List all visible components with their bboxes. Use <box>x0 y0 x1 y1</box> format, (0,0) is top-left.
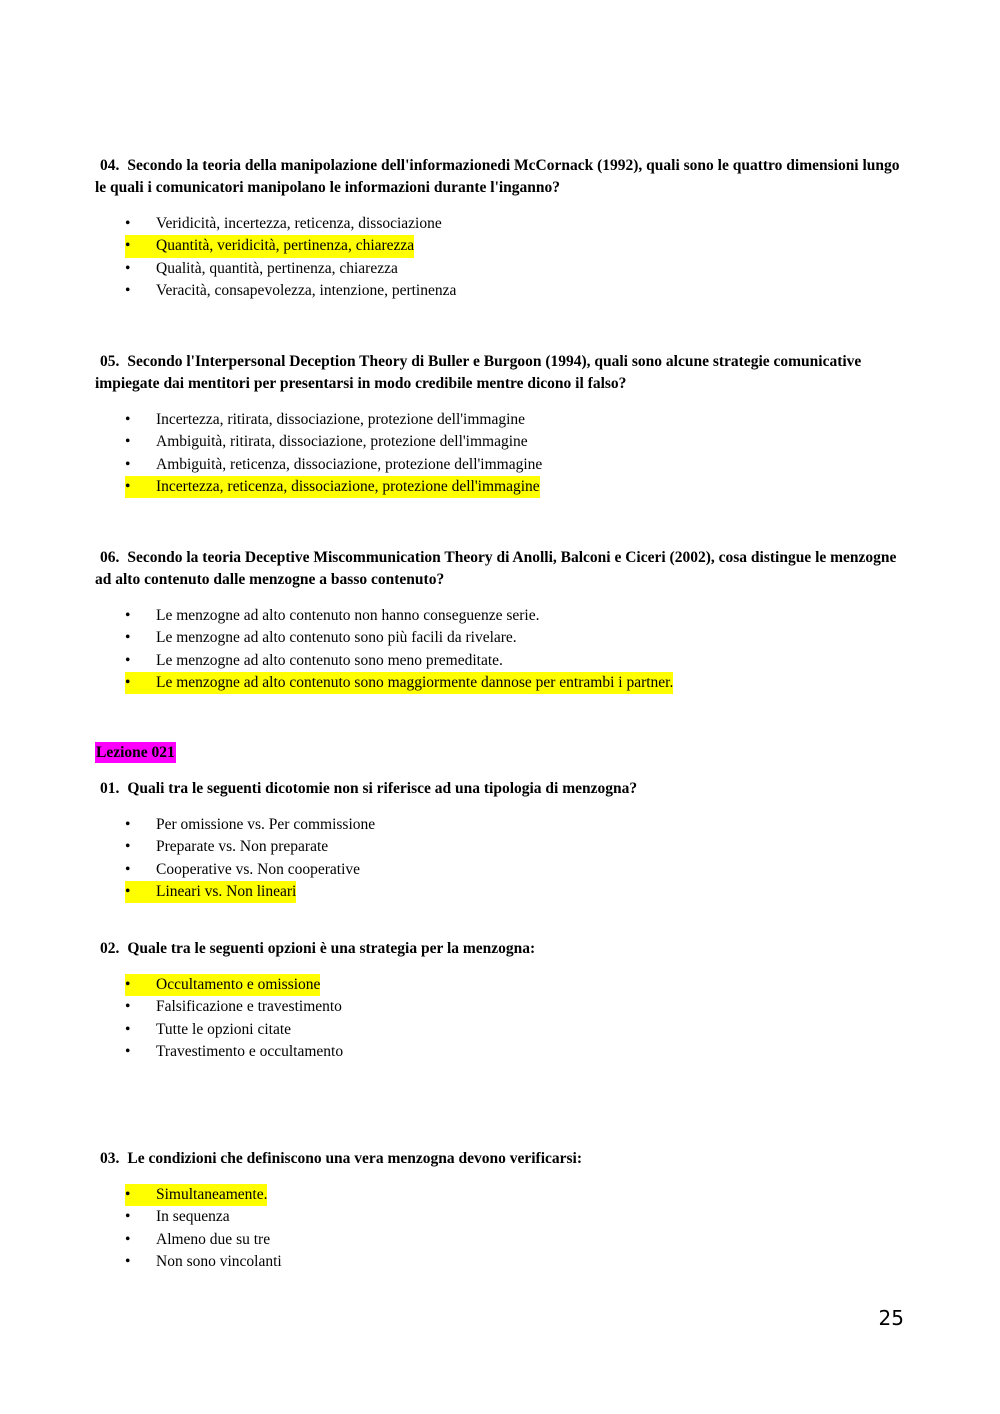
answer-option-correct: • Quantità, veridicità, pertinenza, chiarezza <box>95 235 905 257</box>
question-block <box>95 778 905 903</box>
question-number: 06. <box>100 549 120 566</box>
bullet-icon: • <box>125 1184 156 1206</box>
answer-option: • Veridicità, incertezza, reticenza, dissociazione <box>95 213 905 235</box>
answer-option: • Le menzogne ad alto contenuto non hanno conseguenze serie. <box>95 605 905 627</box>
lesson-heading: Lezione 021 <box>96 744 175 761</box>
bullet-icon: • <box>125 411 131 428</box>
question-text: 03. Le condizioni che definiscono una vera menzogna devono verificarsi: <box>95 1148 905 1170</box>
answer-list <box>95 213 905 302</box>
answer-option: • Almeno due su tre <box>95 1229 905 1251</box>
answer-list <box>95 814 905 903</box>
bullet-icon: • <box>125 235 156 257</box>
question-text: 06. Secondo la teoria Deceptive Miscommunication Theory di Anolli, Balconi e Ciceri (2002), cosa distingue le menzogne ad alto contenuto dalle menzogne a basso contenuto? <box>95 549 897 588</box>
answer-option: • Ambiguità, ritirata, dissociazione, protezione dell'immagine <box>95 431 905 453</box>
question-block <box>95 351 905 498</box>
bullet-icon: • <box>125 1208 131 1226</box>
answer-option: • Incertezza, ritirata, dissociazione, protezione dell'immagine <box>95 409 905 431</box>
question-number: 03. <box>100 1150 120 1167</box>
page-number: 25 <box>878 1306 904 1330</box>
bullet-icon: • <box>125 651 131 669</box>
question-number: 02. <box>100 940 120 957</box>
question-block <box>95 547 905 694</box>
question-block <box>95 938 905 1063</box>
bullet-icon: • <box>125 433 131 451</box>
answer-option: • In sequenza <box>95 1206 905 1228</box>
bullet-icon: • <box>125 672 156 694</box>
question-number: 01. <box>100 780 120 797</box>
answer-option-correct: • Lineari vs. Non lineari <box>95 881 905 903</box>
question-number: 05. <box>100 353 120 370</box>
answer-option: • Veracità, consapevolezza, intenzione, pertinenza <box>95 280 905 302</box>
bullet-icon: • <box>125 259 131 277</box>
bullet-icon: • <box>125 838 131 856</box>
bullet-icon: • <box>125 1042 131 1060</box>
answer-option: • Preparate vs. Non preparate <box>95 836 905 858</box>
question-text: 02. Quale tra le seguenti opzioni è una strategia per la menzogna: <box>95 938 905 960</box>
answer-option: • Tutte le opzioni citate <box>95 1019 905 1041</box>
bullet-icon: • <box>125 1252 131 1270</box>
bullet-icon: • <box>125 1230 131 1248</box>
answer-option-correct: • Incertezza, reticenza, dissociazione, protezione dell'immagine <box>95 476 905 498</box>
bullet-icon: • <box>125 476 156 498</box>
answer-option: • Cooperative vs. Non cooperative <box>95 859 905 881</box>
question-block <box>95 155 905 302</box>
question-number: 04. <box>100 157 120 174</box>
bullet-icon: • <box>125 974 156 996</box>
bullet-icon: • <box>125 998 131 1016</box>
answer-option-correct: • Simultaneamente. <box>95 1184 905 1206</box>
answer-option-correct: • Occultamento e omissione <box>95 974 905 996</box>
answer-option: • Per omissione vs. Per commissione <box>95 814 905 836</box>
question-text: 05. Secondo l'Interpersonal Deception Theory di Buller e Burgoon (1994), quali sono alcune strategie comunicative impiegate dai mentitori per presentarsi in modo credibile mentre dicono il falso? <box>95 353 862 392</box>
bullet-icon: • <box>125 881 156 903</box>
answer-list <box>95 409 905 498</box>
answer-option: • Falsificazione e travestimento <box>95 996 905 1018</box>
bullet-icon: • <box>125 816 131 833</box>
answer-option: • Non sono vincolanti <box>95 1251 905 1273</box>
answer-option: • Qualità, quantità, pertinenza, chiarezza <box>95 258 905 280</box>
question-block <box>95 1148 905 1273</box>
answer-option: • Le menzogne ad alto contenuto sono meno premeditate. <box>95 650 905 672</box>
bullet-icon: • <box>125 629 131 647</box>
answer-list <box>95 1184 905 1273</box>
question-text: 01. Quali tra le seguenti dicotomie non si riferisce ad una tipologia di menzogna? <box>95 778 905 800</box>
answer-option: • Ambiguità, reticenza, dissociazione, protezione dell'immagine <box>95 454 905 476</box>
bullet-icon: • <box>125 860 131 878</box>
bullet-icon: • <box>125 1020 131 1038</box>
answer-option: • Travestimento e occultamento <box>95 1041 905 1063</box>
bullet-icon: • <box>125 607 131 624</box>
answer-list <box>95 605 905 694</box>
question-text: 04. Secondo la teoria della manipolazione dell'informazionedi McCornack (1992), quali sono le quattro dimensioni lungo le quali i comunicatori manipolano le informazioni durante l'inganno? <box>95 157 900 196</box>
answer-list <box>95 974 905 1063</box>
answer-option: • Le menzogne ad alto contenuto sono più facili da rivelare. <box>95 627 905 649</box>
bullet-icon: • <box>125 281 131 299</box>
bullet-icon: • <box>125 455 131 473</box>
answer-option-correct: • Le menzogne ad alto contenuto sono maggiormente dannose per entrambi i partner. <box>95 672 905 694</box>
bullet-icon: • <box>125 215 131 232</box>
